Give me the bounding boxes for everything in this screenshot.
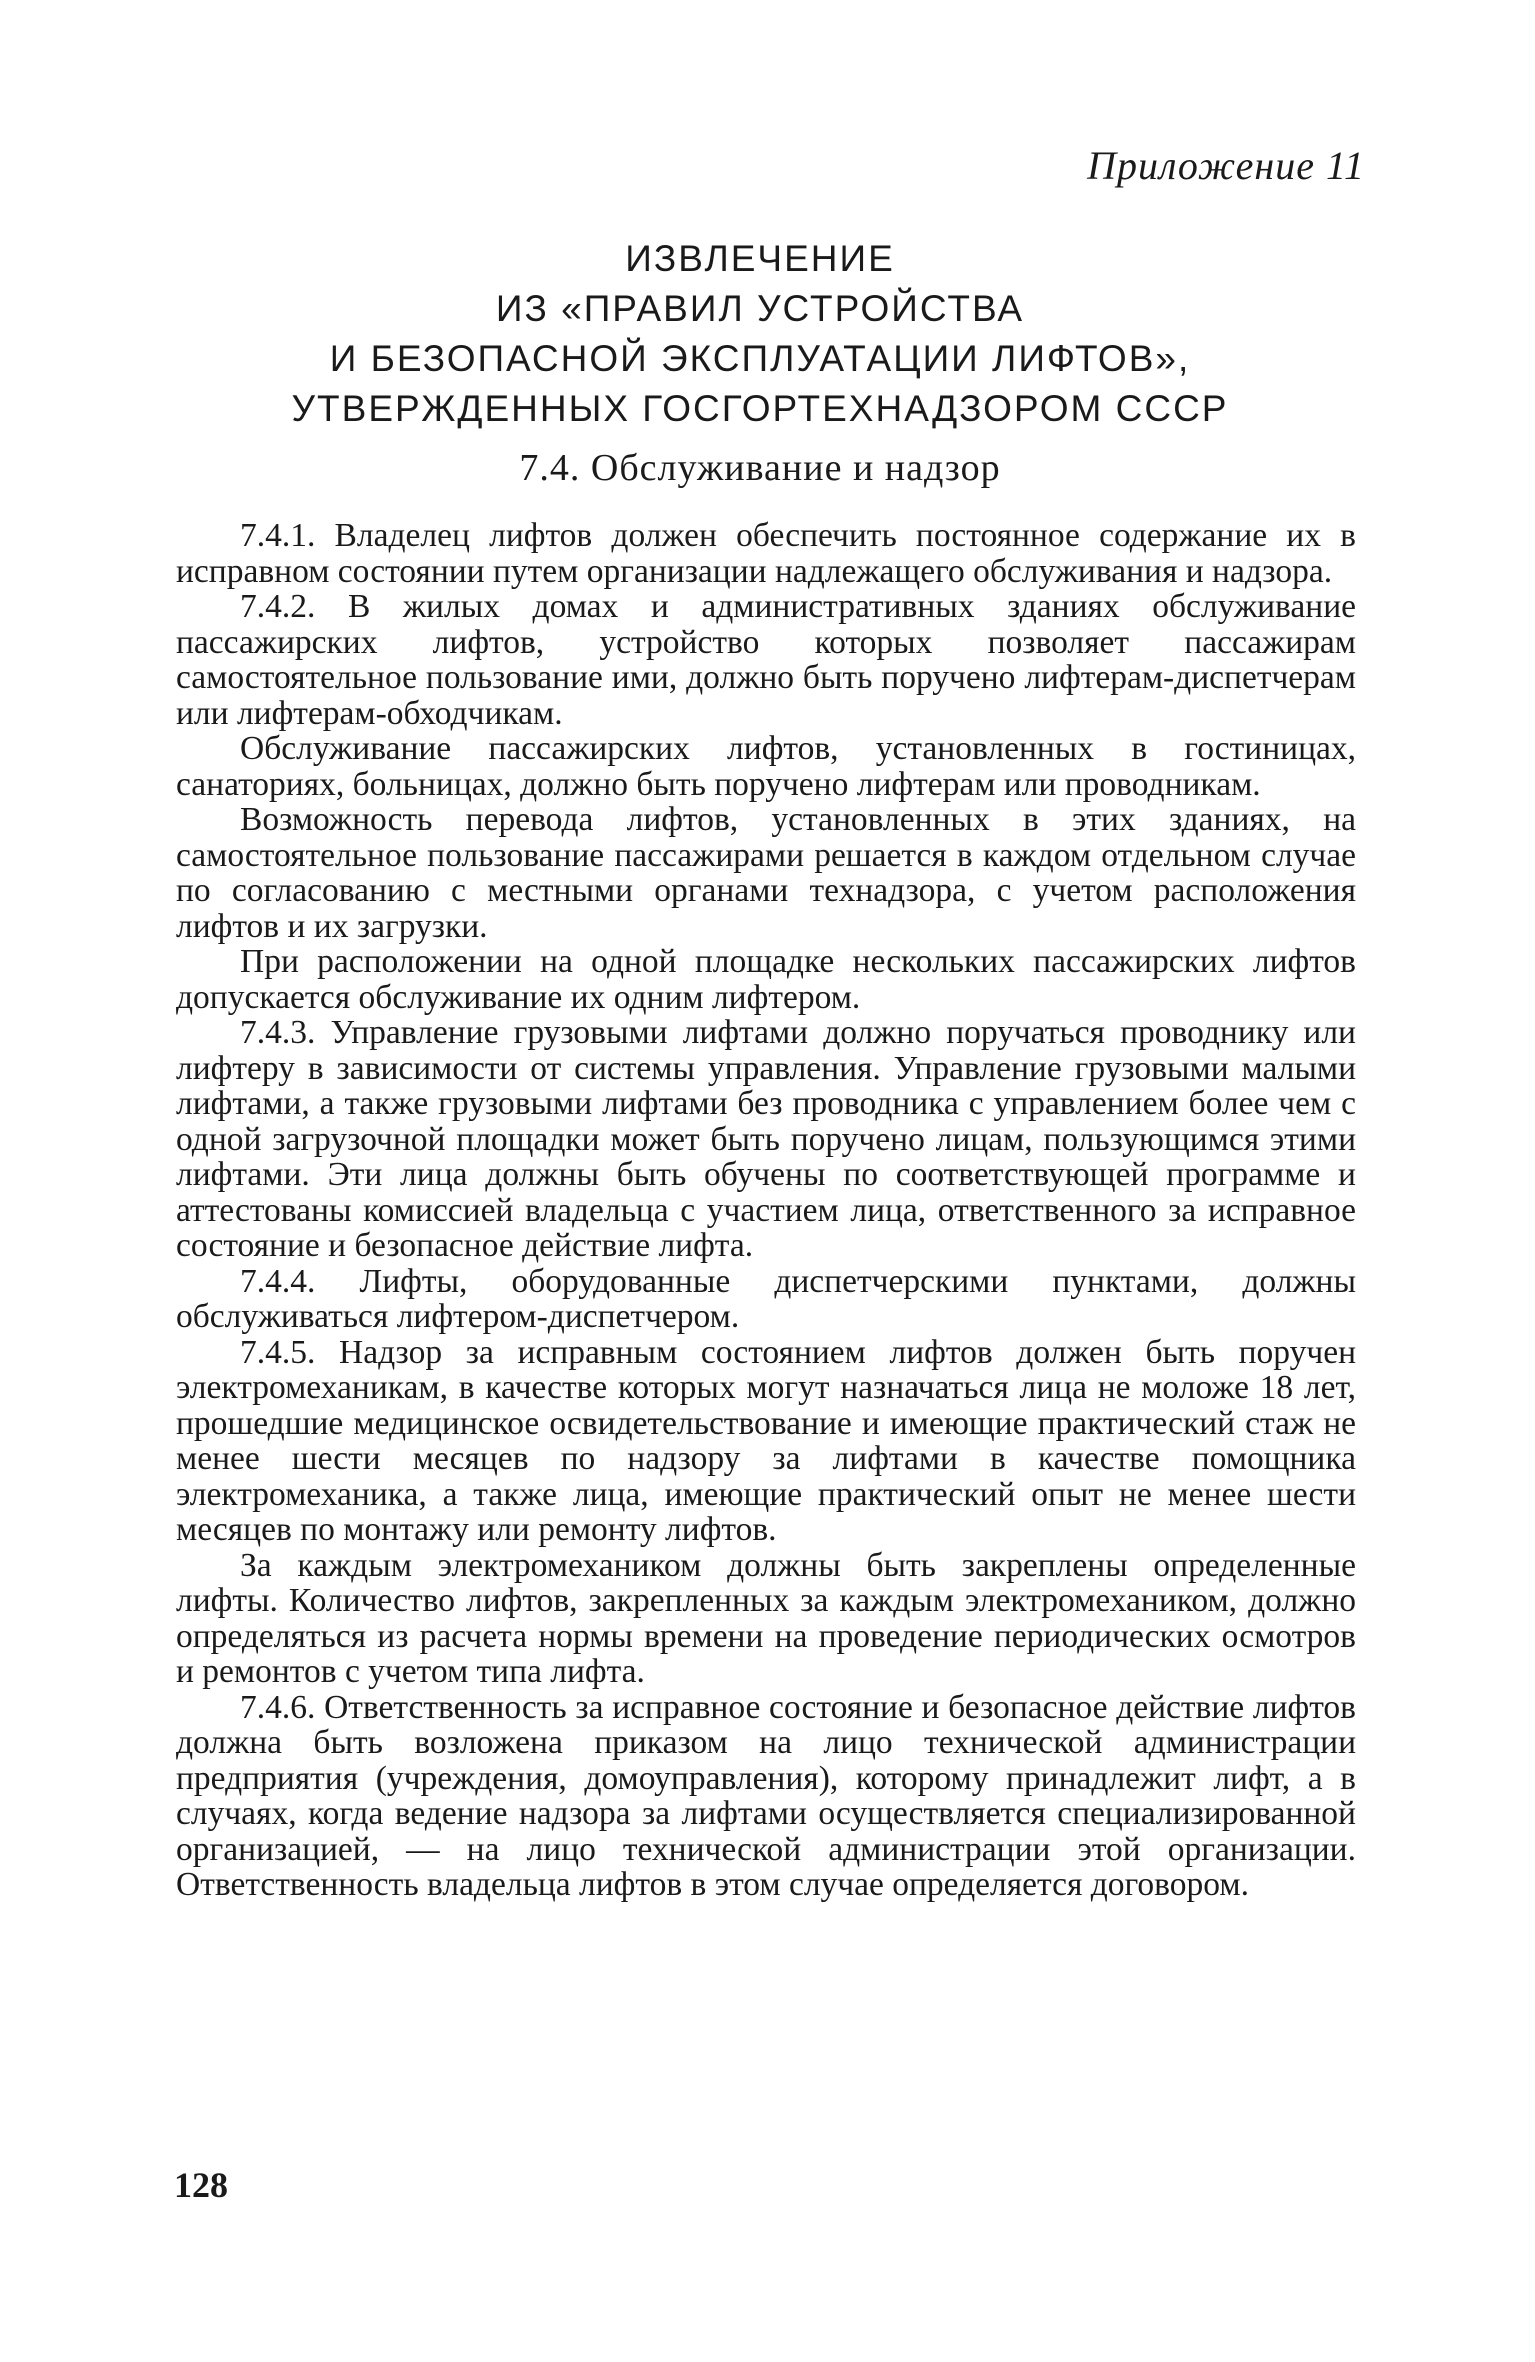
paragraph: Возможность перевода лифтов, установленных в этих зданиях, на самостоятельное пользование пассажирами решается в каждом отдельном случае по согласованию с местными органами технадзора, с учетом расположения лифтов и их загрузки. xyxy=(176,801,1356,945)
title-line: УТВЕРЖДЕННЫХ ГОСГОРТЕХНАДЗОРОМ СССР xyxy=(291,388,1229,429)
paragraph-7-4-4: 7.4.4. Лифты, оборудованные диспетчерскими пунктами, должны обслуживаться лифтером-диспетчером. xyxy=(176,1262,1356,1335)
paragraph: За каждым электромехаником должны быть закреплены определенные лифты. Количество лифтов, закрепленных за каждым электромехаником, должно определяться из расчета нормы времени на проведение периодических осмотров и ремонтов с учетом типа лифта. xyxy=(176,1546,1356,1690)
appendix-label: Приложение 11 xyxy=(1087,143,1365,188)
paragraph-7-4-3: 7.4.3. Управление грузовыми лифтами должно поручаться проводнику или лифтеру в зависимости от системы управления. Управление грузовыми малыми лифтами, а также грузовыми лифтами без проводника с управлением более чем с одной загрузочной площадки может быть поручено лицам, пользующимся этими лифтами. Эти лица должны быть обучены по соответствующей программе и аттестованы комиссией владельца с участием лица, ответственного за исправное состояние и безопасное действие лифта. xyxy=(176,1014,1356,1264)
paragraph-7-4-6: 7.4.6. Ответственность за исправное состояние и безопасное действие лифтов должна быть возложена приказом на лицо технической администрации предприятия (учреждения, домоуправления), которому принадлежит лифт, а в случаях, когда ведение надзора за лифтами осуществляется специализированной организацией, — на лицо технической администрации этой организации. Ответственность владельца лифтов в этом случае определяется договором. xyxy=(176,1688,1356,1903)
paragraph: Обслуживание пассажирских лифтов, установленных в гостиницах, санаториях, больницах, должно быть поручено лифтерам или проводникам. xyxy=(176,730,1356,803)
document-title xyxy=(180,234,1340,434)
paragraph-7-4-2: 7.4.2. В жилых домах и административных зданиях обслуживание пассажирских лифтов, устройство которых позволяет пассажирам самостоятельное пользование ими, должно быть поручено лифтерам-диспетчерам или лифтерам-обходчикам. xyxy=(176,588,1356,732)
paragraph-7-4-5: 7.4.5. Надзор за исправным состоянием лифтов должен быть поручен электромеханикам, в качестве которых могут назначаться лица не моложе 18 лет, прошедшие медицинское освидетельствование и имеющие практический стаж не менее шести месяцев по надзору за лифтами в качестве помощника электромеханика, а также лица, имеющие практический опыт не менее шести месяцев по монтажу или ремонту лифтов. xyxy=(176,1333,1356,1548)
title-line: ИЗ «ПРАВИЛ УСТРОЙСТВА xyxy=(495,288,1025,329)
page-number: 128 xyxy=(174,2165,228,2205)
title-line: ИЗВЛЕЧЕНИЕ xyxy=(625,238,895,279)
paragraph-7-4-1: 7.4.1. Владелец лифтов должен обеспечить постоянное содержание их в исправном состоянии путем организации надлежащего обслуживания и надзора. xyxy=(176,517,1356,590)
paragraph: При расположении на одной площадке нескольких пассажирских лифтов допускается обслуживание их одним лифтером. xyxy=(176,943,1356,1016)
body-text xyxy=(176,518,1356,1903)
title-line: И БЕЗОПАСНОЙ ЭКСПЛУАТАЦИИ ЛИФТОВ», xyxy=(329,338,1191,379)
section-title: 7.4. Обслуживание и надзор xyxy=(519,447,1001,489)
